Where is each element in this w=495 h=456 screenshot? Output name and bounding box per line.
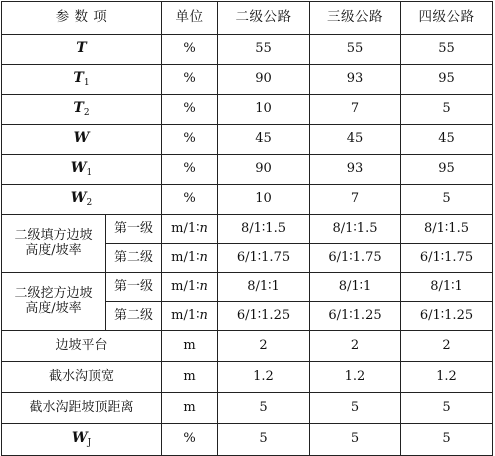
value-road4: 5: [401, 424, 493, 456]
value-road3: 45: [310, 125, 401, 155]
value-road2: 6/1∶1.75: [218, 244, 310, 273]
param-symbol-cell: [2, 155, 162, 185]
parameter-table: [1, 1, 493, 456]
unit-cell: m/1∶n: [162, 273, 218, 302]
value-road2: 45: [218, 125, 310, 155]
unit-cell: %: [162, 65, 218, 95]
value-road4: 95: [401, 155, 493, 185]
value-road4: 45: [401, 125, 493, 155]
cut-slope-label-line1: 二级挖方边坡: [14, 285, 93, 301]
value-road2: 5: [218, 424, 310, 456]
table-row: [2, 35, 493, 65]
table-row: [2, 362, 493, 393]
table-row: [2, 331, 493, 362]
table-row: [2, 95, 493, 125]
fill-slope-label-line2: 高度/坡率: [25, 242, 82, 258]
unit-cell: m/1∶n: [162, 244, 218, 273]
param-symbol: $T_2$: [73, 100, 90, 119]
header-road3: 三级公路: [310, 2, 401, 35]
unit-cell: m/1∶n: [162, 215, 218, 244]
value-road4: 5: [401, 393, 493, 424]
unit-cell: m: [162, 393, 218, 424]
value-road4: 6/1∶1.25: [401, 302, 493, 331]
unit-cell: %: [162, 125, 218, 155]
value-road2: 2: [218, 331, 310, 362]
value-road4: 2: [401, 331, 493, 362]
param-symbol: $W_2$: [70, 190, 93, 209]
cut-slope-label-line2: 高度/坡率: [25, 300, 82, 316]
unit-cell: %: [162, 185, 218, 215]
value-road3: 93: [310, 155, 401, 185]
unit-cell: m: [162, 362, 218, 393]
fill-slope-label-line1: 二级填方边坡: [14, 227, 93, 243]
value-road4: 5: [401, 95, 493, 125]
fill-level2-name: 第二级: [106, 244, 162, 273]
table-row: [2, 65, 493, 95]
value-road4: 6/1∶1.75: [401, 244, 493, 273]
param-symbol-cell: [2, 424, 162, 456]
unit-cell: m: [162, 331, 218, 362]
value-road4: 8/1∶1: [401, 273, 493, 302]
value-road4: 95: [401, 65, 493, 95]
param-symbol-cell: [2, 125, 162, 155]
param-symbol-cell: [2, 95, 162, 125]
row-label: 截水沟距坡顶距离: [2, 393, 162, 424]
value-road2: 6/1∶1.25: [218, 302, 310, 331]
value-road4: 5: [401, 185, 493, 215]
header-road4: 四级公路: [401, 2, 493, 35]
value-road3: 6/1∶1.75: [310, 244, 401, 273]
header-unit: 单位: [162, 2, 218, 35]
param-symbol: W: [73, 130, 90, 147]
row-label: 截水沟顶宽: [2, 362, 162, 393]
value-road4: 8/1∶1.5: [401, 215, 493, 244]
param-symbol: T: [76, 40, 87, 57]
value-road3: 5: [310, 393, 401, 424]
table-row: [2, 273, 493, 302]
param-symbol: $T_1$: [73, 70, 90, 89]
value-road3: 2: [310, 331, 401, 362]
cut-slope-label: [2, 273, 106, 331]
value-road3: 1.2: [310, 362, 401, 393]
param-symbol: $W_1$: [70, 160, 93, 179]
value-road2: 5: [218, 393, 310, 424]
table-header-row: [2, 2, 493, 35]
table-row: [2, 424, 493, 456]
cut-level1-name: 第一级: [106, 273, 162, 302]
param-symbol-cell: [2, 65, 162, 95]
value-road2: 10: [218, 185, 310, 215]
unit-cell: %: [162, 424, 218, 456]
value-road2: 1.2: [218, 362, 310, 393]
table-row: [2, 185, 493, 215]
table-row: [2, 155, 493, 185]
param-symbol: $W_J$: [71, 430, 92, 449]
header-param: 参 数 项: [2, 2, 162, 35]
value-road3: 7: [310, 185, 401, 215]
value-road3: 8/1∶1: [310, 273, 401, 302]
value-road3: 93: [310, 65, 401, 95]
unit-cell: %: [162, 155, 218, 185]
row-label: 边坡平台: [2, 331, 162, 362]
fill-slope-label: [2, 215, 106, 273]
value-road2: 8/1∶1.5: [218, 215, 310, 244]
value-road4: 1.2: [401, 362, 493, 393]
table-row: [2, 125, 493, 155]
cut-level2-name: 第二级: [106, 302, 162, 331]
value-road2: 90: [218, 155, 310, 185]
unit-cell: m/1∶n: [162, 302, 218, 331]
value-road3: 6/1∶1.25: [310, 302, 401, 331]
value-road2: 90: [218, 65, 310, 95]
param-symbol-cell: [2, 35, 162, 65]
unit-cell: %: [162, 35, 218, 65]
table-row: [2, 393, 493, 424]
unit-cell: %: [162, 95, 218, 125]
table-row: [2, 215, 493, 244]
value-road4: 55: [401, 35, 493, 65]
value-road2: 8/1∶1: [218, 273, 310, 302]
value-road2: 10: [218, 95, 310, 125]
value-road2: 55: [218, 35, 310, 65]
value-road3: 5: [310, 424, 401, 456]
header-road2: 二级公路: [218, 2, 310, 35]
value-road3: 8/1∶1.5: [310, 215, 401, 244]
param-symbol-cell: [2, 185, 162, 215]
value-road3: 55: [310, 35, 401, 65]
value-road3: 7: [310, 95, 401, 125]
fill-level1-name: 第一级: [106, 215, 162, 244]
